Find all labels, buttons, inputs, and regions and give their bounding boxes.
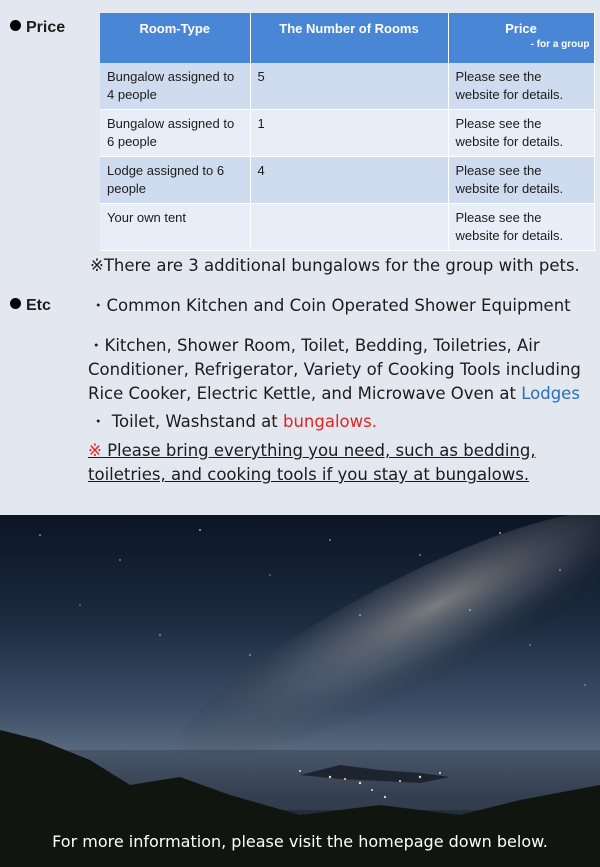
warning-line-2: toiletries, and cooking tools if you stay at bungalows. [88, 465, 530, 484]
price-heading: Price [10, 19, 65, 37]
etc-line-lodge-2: Conditioner, Refrigerator, Variety of Cooking Tools including [88, 360, 581, 379]
rooms-cell: 5 [250, 63, 448, 110]
photo-caption: For more information, please visit the homepage down below. [52, 832, 548, 851]
etc-heading: Etc [10, 297, 51, 315]
room-type-cell: Bungalow assigned to 6 people [100, 110, 250, 157]
room-type-cell: Bungalow assigned to 4 people [100, 63, 250, 110]
price-subheading: - for a group [530, 39, 590, 50]
price-cell: Please see the website for details. [448, 204, 594, 251]
table-row [100, 157, 594, 204]
pets-note: ※There are 3 additional bungalows for the group with pets. [90, 256, 580, 275]
table-header-row [100, 13, 594, 63]
price-cell: Please see the website for details. [448, 110, 594, 157]
table-row [100, 63, 594, 110]
table-row [100, 110, 594, 157]
etc-line-bungalow: ・ Toilet, Washstand at bungalows. [90, 412, 377, 431]
etc-line-lodge-1: ・Kitchen, Shower Room, Toilet, Bedding, Toiletries, Air [88, 336, 540, 355]
bullet-icon [10, 298, 21, 309]
warning-mark: ※ [88, 441, 102, 460]
room-type-cell: Your own tent [100, 204, 250, 251]
night-landscape-image [0, 515, 600, 867]
rooms-cell [250, 204, 448, 251]
col-room-type: Room-Type [100, 13, 250, 63]
etc-line-lodge-3: Rice Cooker, Electric Kettle, and Microwave Oven at Lodges [88, 384, 580, 403]
etc-line-common: ・Common Kitchen and Coin Operated Shower Equipment [90, 296, 571, 315]
bungalows-highlight: bungalows. [283, 412, 377, 431]
rooms-cell: 4 [250, 157, 448, 204]
lodges-highlight: Lodges [521, 384, 580, 403]
price-table [100, 13, 595, 251]
col-price: Price - for a group [448, 13, 594, 63]
bullet-icon [10, 20, 21, 31]
table-row [100, 204, 594, 251]
room-type-cell: Lodge assigned to 6 people [100, 157, 250, 204]
price-cell: Please see the website for details. [448, 157, 594, 204]
price-cell: Please see the website for details. [448, 63, 594, 110]
night-sky-photo [0, 515, 600, 867]
rooms-cell: 1 [250, 110, 448, 157]
warning-line-1: ※ Please bring everything you need, such as bedding, [88, 441, 536, 460]
col-number-of-rooms: The Number of Rooms [250, 13, 448, 63]
